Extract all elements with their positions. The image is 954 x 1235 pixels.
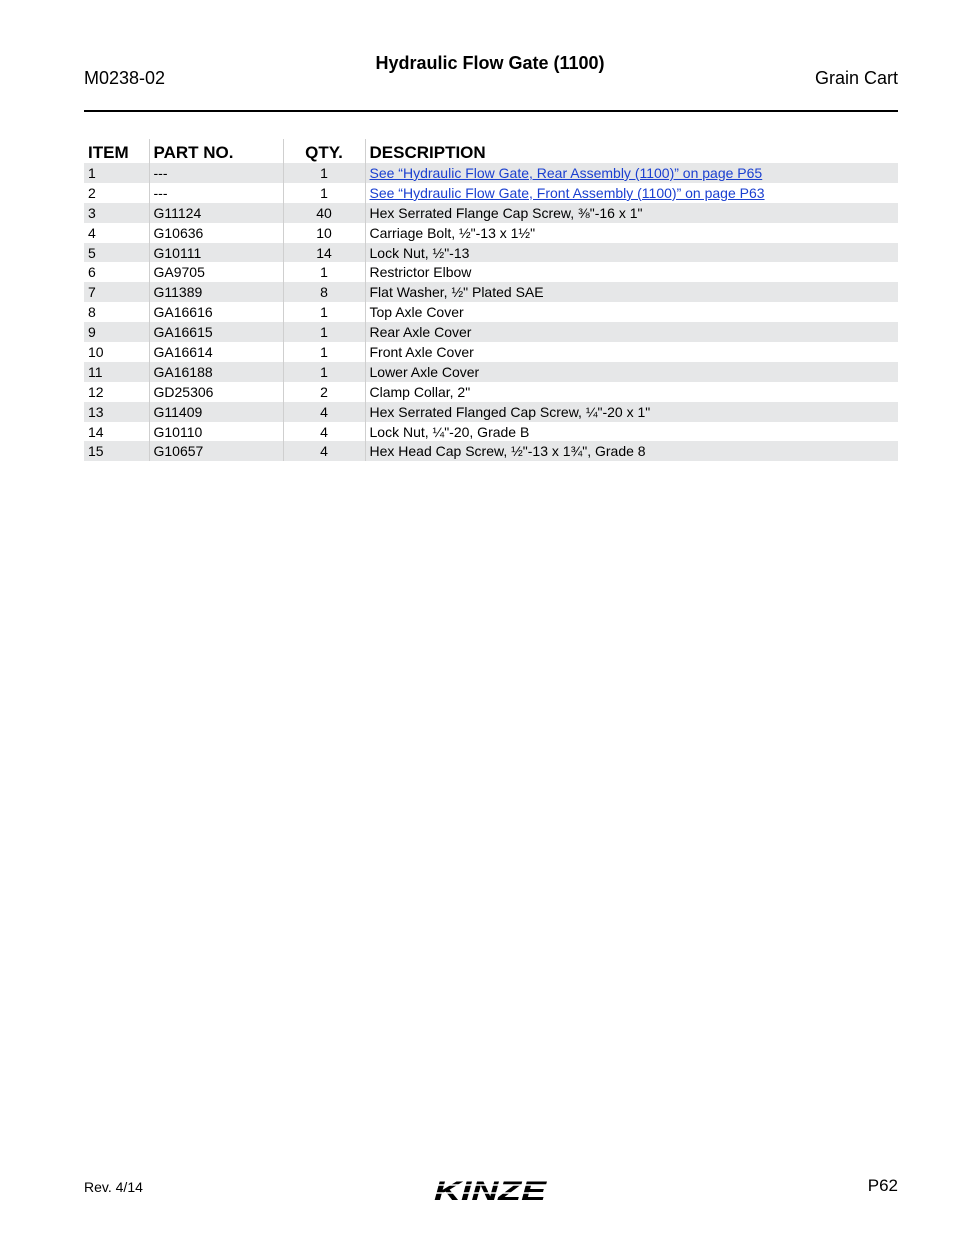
description-cell: Hex Head Cap Screw, ½"-13 x 1¾", Grade 8: [365, 441, 898, 461]
item-cell: 4: [84, 223, 149, 243]
quantity-cell: 1: [283, 362, 365, 382]
quantity-cell: 4: [283, 441, 365, 461]
item-cell: 15: [84, 441, 149, 461]
quantity-cell: 1: [283, 302, 365, 322]
description-cell: Carriage Bolt, ½"-13 x 1½": [369, 224, 536, 241]
table-header-row: [84, 139, 898, 163]
description-cell: Lock Nut, ¼"-20, Grade B: [369, 423, 530, 440]
document-number: M0238-02: [84, 68, 166, 88]
quantity-cell: 1: [283, 322, 365, 342]
description-cell: [365, 183, 898, 203]
table-row: [84, 322, 898, 342]
part-number-cell: G10657: [149, 441, 283, 461]
part-number-cell: G11124: [149, 203, 283, 223]
table-row: [84, 422, 898, 442]
description-cell: Flat Washer, ½" Plated SAE: [365, 282, 898, 302]
product-name: Grain Cart: [814, 68, 898, 88]
item-cell: 11: [84, 362, 149, 382]
quantity-cell: 14: [283, 243, 365, 263]
part-number-cell: G11389: [149, 282, 283, 302]
description-cell: Clamp Collar, 2": [369, 383, 471, 400]
revision-label: Rev. 4/14: [84, 1179, 143, 1195]
column-header-part-no: PART NO.: [149, 139, 283, 163]
part-number-cell: GA16616: [149, 302, 283, 322]
parts-table: [84, 139, 898, 461]
item-cell: 10: [84, 342, 149, 362]
table-row: [84, 302, 898, 322]
table-row: [84, 243, 898, 263]
column-header-qty: QTY.: [283, 139, 365, 163]
page-title: [0, 53, 954, 74]
description-cell: Front Axle Cover: [369, 343, 474, 360]
table-row: [84, 183, 898, 203]
quantity-cell: 1: [283, 183, 365, 203]
logo-text: KINZE: [434, 1176, 548, 1204]
quantity-cell: 2: [283, 382, 365, 402]
description-cell: [365, 163, 898, 183]
part-number-cell: ---: [149, 163, 283, 183]
cross-reference-link[interactable]: See “Hydraulic Flow Gate, Rear Assembly (1100)” on page P65: [369, 164, 763, 181]
column-header-item: ITEM: [84, 139, 149, 163]
table-row: [84, 223, 898, 243]
table-row: [84, 163, 898, 183]
item-cell: 3: [84, 203, 149, 223]
table-row: [84, 382, 898, 402]
column-header-description: DESCRIPTION: [369, 143, 486, 162]
part-number-cell: GA16188: [149, 362, 283, 382]
description-cell: Lock Nut, ½"-13: [365, 243, 898, 263]
table-row: [84, 262, 898, 282]
item-cell: 8: [84, 302, 149, 322]
part-number-cell: GA16615: [149, 322, 283, 342]
page-title-text: Hydraulic Flow Gate (1100): [375, 53, 605, 73]
table-row: [84, 402, 898, 422]
description-cell: Hex Serrated Flanged Cap Screw, ¼"-20 x 1": [365, 402, 898, 422]
item-cell: 12: [84, 382, 149, 402]
item-cell: 5: [84, 243, 149, 263]
description-cell: Rear Axle Cover: [365, 322, 898, 342]
item-cell: 9: [84, 322, 149, 342]
quantity-cell: 10: [283, 223, 365, 243]
part-number-cell: GA16614: [149, 342, 283, 362]
quantity-cell: 8: [283, 282, 365, 302]
table-row: [84, 362, 898, 382]
part-number-cell: GD25306: [149, 382, 283, 402]
quantity-cell: 1: [283, 262, 365, 282]
quantity-cell: 40: [283, 203, 365, 223]
item-cell: 2: [84, 183, 149, 203]
item-cell: 14: [84, 422, 149, 442]
description-cell: Top Axle Cover: [369, 304, 464, 321]
item-cell: 1: [84, 163, 149, 183]
part-number-cell: G10111: [149, 243, 283, 263]
part-number-cell: G10110: [149, 422, 283, 442]
item-cell: 13: [84, 402, 149, 422]
item-cell: 6: [84, 262, 149, 282]
description-cell: Lower Axle Cover: [365, 362, 898, 382]
description-cell: Hex Serrated Flange Cap Screw, ⅜"-16 x 1": [365, 203, 898, 223]
cross-reference-link[interactable]: See “Hydraulic Flow Gate, Front Assembly (1100)” on page P63: [369, 184, 765, 201]
table-row: [84, 441, 898, 461]
quantity-cell: 1: [283, 342, 365, 362]
description-cell: Restrictor Elbow: [369, 264, 472, 281]
part-number-cell: GA9705: [149, 262, 283, 282]
parts-table-body: [84, 163, 898, 461]
part-number-cell: G11409: [149, 402, 283, 422]
page-number: P62: [867, 1176, 898, 1195]
quantity-cell: 1: [283, 163, 365, 183]
quantity-cell: 4: [283, 422, 365, 442]
item-cell: 7: [84, 282, 149, 302]
header-divider: [84, 110, 898, 112]
kinze-logo: [432, 1176, 552, 1209]
table-row: [84, 342, 898, 362]
table-row: [84, 203, 898, 223]
part-number-cell: ---: [149, 183, 283, 203]
table-row: [84, 282, 898, 302]
quantity-cell: 4: [283, 402, 365, 422]
part-number-cell: G10636: [149, 223, 283, 243]
